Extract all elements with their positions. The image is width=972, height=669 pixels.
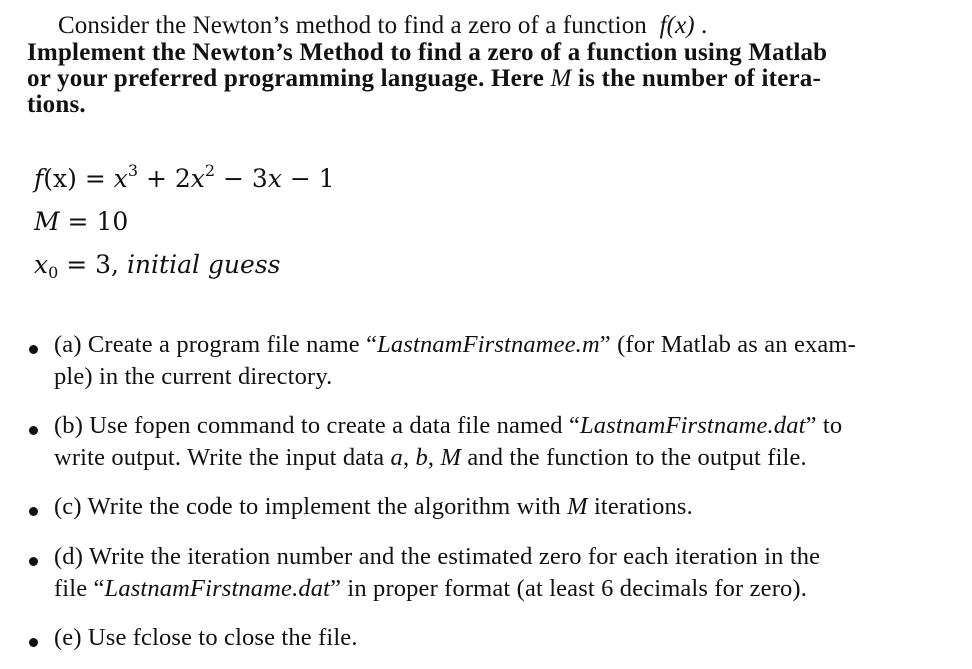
iterations-equation: M = 10 bbox=[34, 207, 129, 236]
intro-sentence bbox=[58, 12, 707, 40]
bullet-dot-icon bbox=[29, 426, 38, 435]
task-line-1: Implement the Newton’s Method to find a zero of a function using Matlab bbox=[27, 39, 828, 66]
bullet-a-line-2: ple) in the current directory. bbox=[54, 363, 333, 390]
initial-guess-equation: $x_0 = 3$, initial guess bbox=[34, 250, 281, 282]
bullet-dot-icon bbox=[29, 507, 38, 516]
function-equation: $f(x) = x^3 + 2x^2 - 3x - 1$ bbox=[34, 161, 335, 193]
program-file-name: LastnamFirstnamee.m bbox=[377, 331, 600, 358]
intro-period: . bbox=[701, 12, 708, 39]
bullet-dot-icon bbox=[29, 557, 38, 566]
bullet-c-line-1: (c) Write the code to implement the algorithm with M iterations. bbox=[54, 493, 693, 520]
bullet-b-line-2: write output. Write the input data a, b, M and the function to the output file. bbox=[54, 444, 807, 471]
task-var-m: M bbox=[550, 65, 572, 92]
data-file-name: LastnamFirstname.dat bbox=[580, 412, 806, 439]
bullet-dot-icon bbox=[29, 345, 38, 354]
bullet-a-line-1: (a) Create a program file name “LastnamFirstnamee.m” (for Matlab as an exam- bbox=[54, 331, 856, 358]
bullet-e-line-1: (e) Use fclose to close the file. bbox=[54, 624, 358, 651]
bullet-d-line-1: (d) Write the iteration number and the estimated zero for each iteration in the bbox=[54, 543, 821, 570]
bullet-d-line-2: file “LastnamFirstname.dat” in proper format (at least 6 decimals for zero). bbox=[54, 575, 807, 602]
intro-function: f(x) bbox=[659, 12, 695, 39]
bullet-dot-icon bbox=[29, 638, 38, 647]
intro-text: Consider the Newton’s method to find a zero of a function bbox=[58, 12, 647, 39]
task-line-2: or your preferred programming language. Here M is the number of itera- bbox=[27, 65, 822, 92]
task-line-3: tions. bbox=[27, 91, 86, 118]
bullet-b-line-1: (b) Use fopen command to create a data file named “LastnamFirstname.dat” to bbox=[54, 412, 843, 439]
